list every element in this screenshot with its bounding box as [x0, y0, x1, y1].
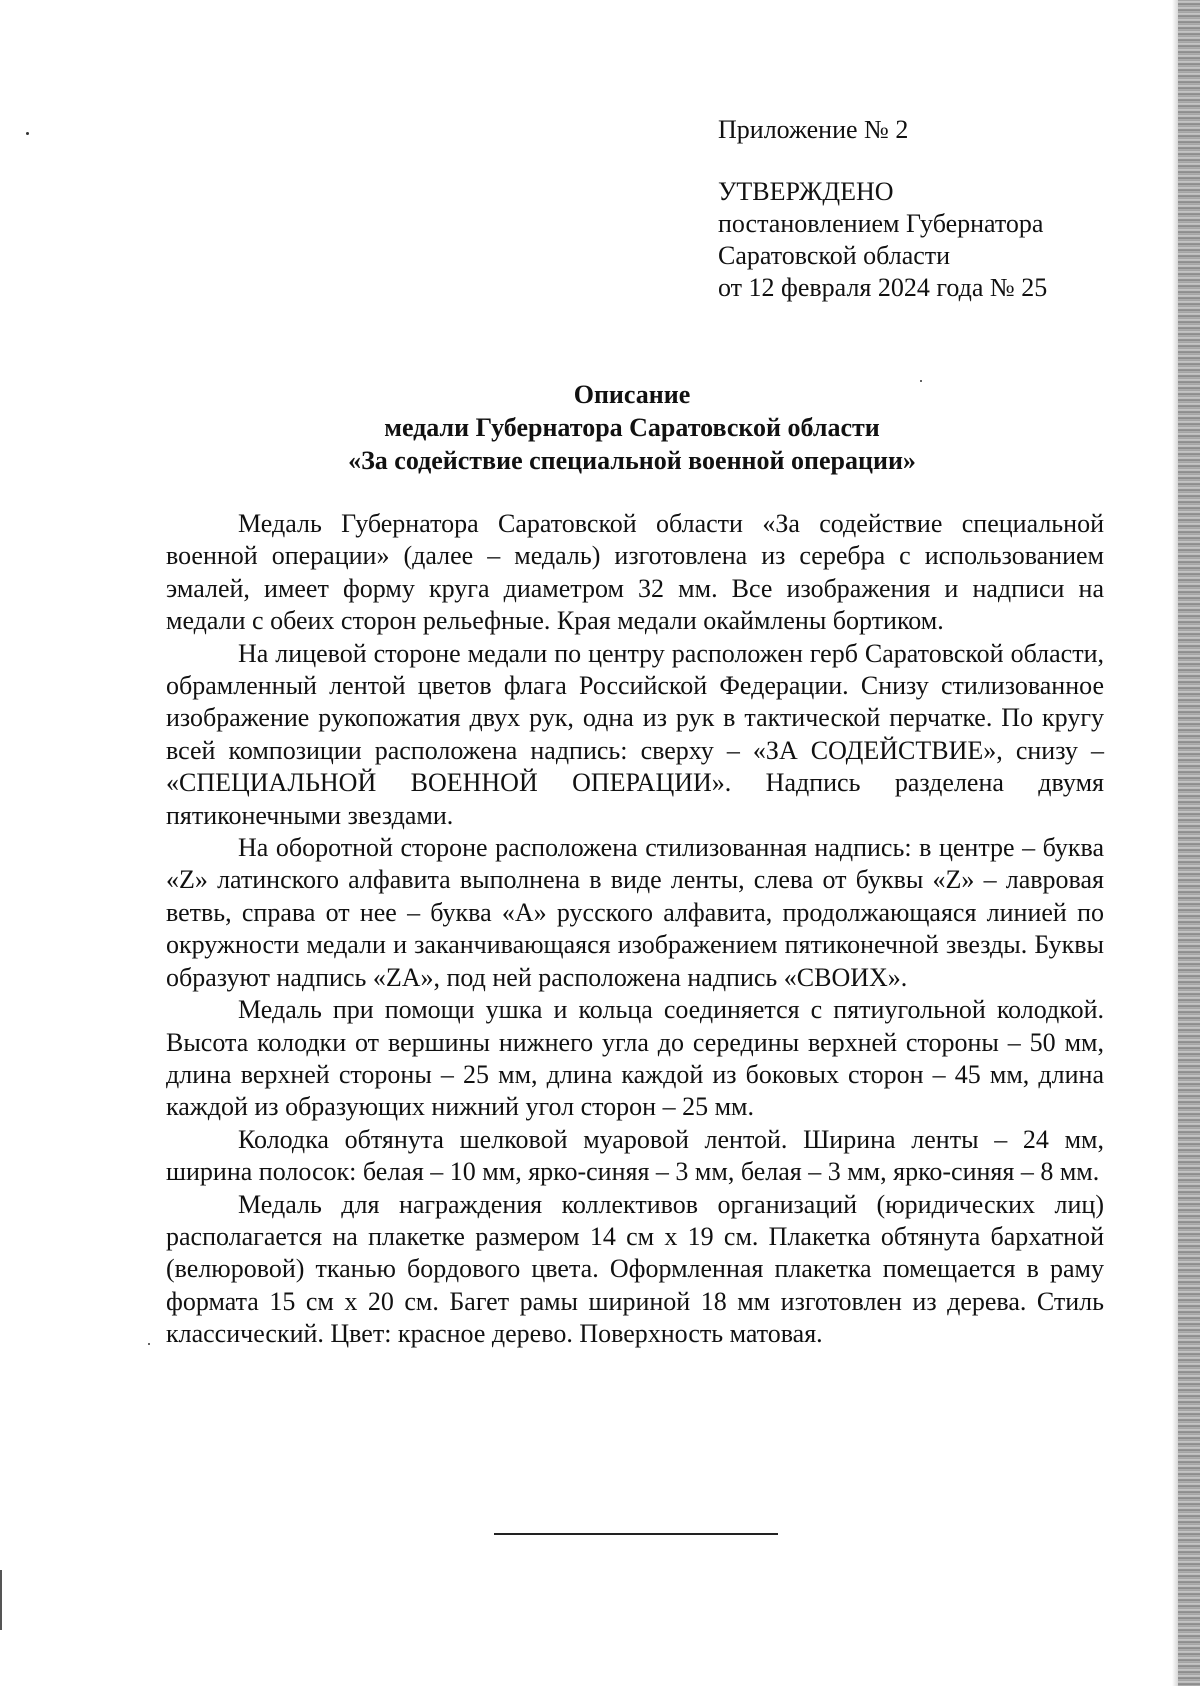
approval-block: [718, 114, 1047, 304]
document-body: [166, 508, 1104, 1351]
scan-speck: [26, 132, 29, 135]
approved-label: УТВЕРЖДЕНО: [718, 177, 894, 206]
end-divider: [494, 1533, 778, 1535]
approval-line: от 12 февраля 2024 года № 25: [718, 273, 1048, 302]
scan-left-mark: [0, 1570, 2, 1630]
body-paragraph: Колодка обтянута шелковой муаровой лентой. Ширина ленты – 24 мм, ширина полосок: белая – 10 мм, ярко-синяя – 3 мм, белая – 3 мм, ярко-синяя – 8 мм.: [166, 1124, 1104, 1187]
title-line: «За содействие специальной военной операции»: [348, 446, 916, 475]
body-paragraph: На лицевой стороне медали по центру расположен герб Саратовской области, обрамленный лентой цветов флага Российской Федерации. Снизу стилизованное изображение рукопожатия двух рук, одна из рук в тактической перчатке. По кругу всей композиции расположена надпись: сверху – «ЗА СОДЕЙСТВИЕ», снизу – «СПЕЦИАЛЬНОЙ ВОЕННОЙ ОПЕРАЦИИ». Надпись разделена двумя пятиконечными звездами.: [166, 638, 1104, 830]
body-paragraph: Медаль Губернатора Саратовской области «За содействие специальной военной операции» (далее – медаль) изготовлена из серебра с использованием эмалей, имеет форму круга диаметром 32 мм. Все изображения и надписи на медали с обеих сторон рельефные. Края медали окаймлены бортиком.: [166, 509, 1104, 636]
body-paragraph: Медаль при помощи ушка и кольца соединяется с пятиугольной колодкой. Высота колодки от вершины нижнего угла до середины верхней стороны – 50 мм, длина верхней стороны – 25 мм, длина каждой из боковых сторон – 45 мм, длина каждой из образующих нижний угол сторон – 25 мм.: [166, 995, 1104, 1122]
appendix-number: Приложение № 2: [718, 115, 909, 144]
title-line: медали Губернатора Саратовской области: [384, 413, 880, 442]
scan-speck: [148, 1343, 150, 1345]
title-line: Описание: [573, 380, 691, 409]
body-paragraph: На оборотной стороне расположена стилизованная надпись: в центре – буква «Z» латинского алфавита выполнена в виде ленты, слева от буквы «Z» – лавровая ветвь, справа от нее – буква «А» русского алфавита, продолжающаяся линией по окружности медали и заканчивающаяся изображением пятиконечной звезды. Буквы образуют надпись «ZA», под ней расположена надпись «СВОИХ».: [166, 833, 1104, 992]
approval-line: Саратовской области: [718, 241, 951, 270]
document-title: [168, 378, 1096, 477]
body-paragraph: Медаль для награждения коллективов организаций (юридических лиц) располагается на плакетке размером 14 см х 19 см. Плакетка обтянута бархатной (велюровой) тканью бордового цвета. Оформленная плакетка помещается в раму формата 15 см х 20 см. Багет рамы шириной 18 мм изготовлен из дерева. Стиль классический. Цвет: красное дерево. Поверхность матовая.: [166, 1189, 1104, 1349]
scan-edge: [1178, 0, 1200, 1686]
approval-line: постановлением Губернатора: [718, 209, 1044, 238]
